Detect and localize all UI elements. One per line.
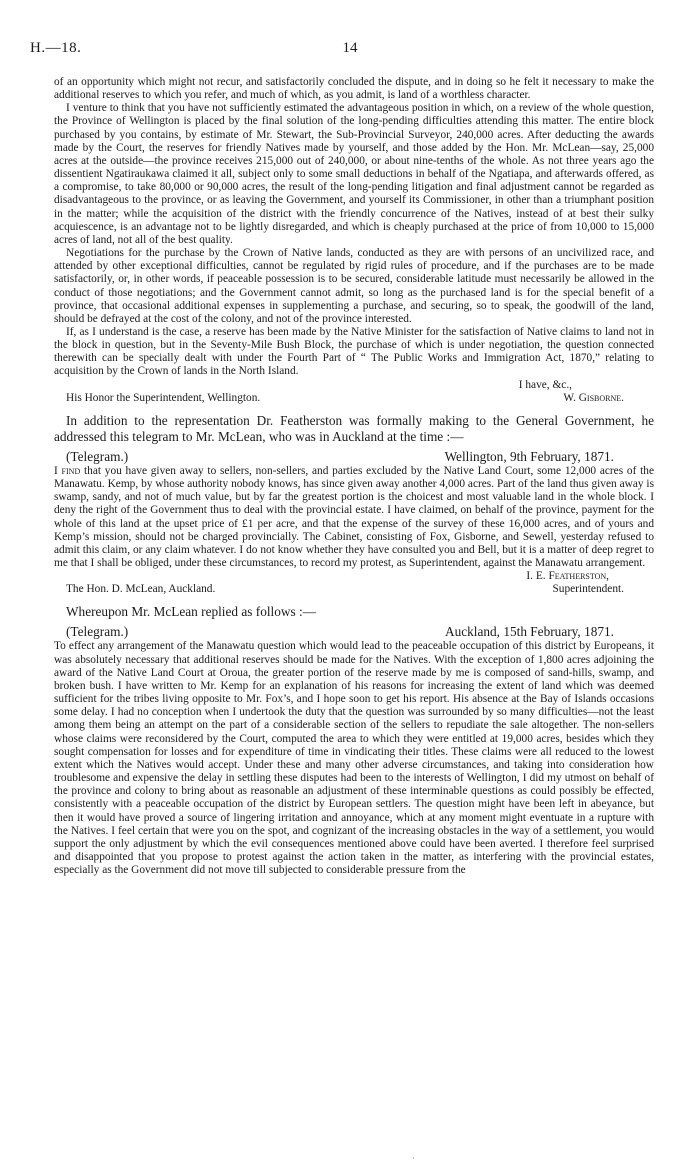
letter-closing: I have, &c., bbox=[518, 378, 572, 391]
telegram-1-addressee: The Hon. D. McLean, Auckland. bbox=[66, 583, 216, 596]
page-number: 14 bbox=[342, 40, 358, 56]
telegram-1-title: Superintendent. bbox=[552, 583, 624, 596]
letter-paragraph-1: of an opportunity which might not recur, and satisfactorily concluded the dispute, and in doing so he felt it necessary to make the additional reserves to which you refer, and much of which, as you admit, is land of a worthless character. bbox=[54, 76, 654, 102]
telegram-2-label: (Telegram.) bbox=[66, 624, 129, 640]
letter-paragraph-2: I venture to think that you have not sufficiently estimated the advantageous position in which, on a review of the whole question, the Province of Wellington is placed by the final solution of the long-pending difficulties attending this matter. The entire block purchased by you contains, by estimate of Mr. Stewart, the Sub-Provincial Surveyor, 240,000 acres. After deducting the awards made by the Court, the reserves for friendly Natives made by yourself, and those added by the Hon. Mr. McLean—say, 25,000 acres at the outside—the province receives 215,000 out of 240,000, or about nine-tenths of the whole. As not three years ago the dissentient Ngatiraukawa claimed it all, subject only to some small deductions in behalf of the Ngatiapa, and afterwards offered, as a compromise, to take 80,000 or 90,000 acres, the result of the long-pending litigation and final adjustment cannot be regarded as disadvantageous to the province, or as leaving the Government, and yourself its Commissioner, in other than a triumphant position in the matter; while the acquisition of the district with the friendly concurrence of the Natives, instead of at best their sulky acquiescence, is an advantage not to be lightly disregarded, and which is cheaply purchased at the price of from 10,000 to 15,000 acres of land, not all of the best quality. bbox=[54, 102, 654, 246]
telegram-1-addressee-row bbox=[54, 583, 654, 596]
intro-paragraph-2: Whereupon Mr. McLean replied as follows :— bbox=[66, 604, 316, 620]
telegram-2-dateline: Auckland, 15th February, 1871. bbox=[444, 624, 614, 640]
telegram-1-label: (Telegram.) bbox=[66, 448, 129, 464]
intro-paragraph-1: In addition to the representation Dr. Featherston was formally making to the General Government, he addressed this telegram to Mr. McLean, who was in Auckland at the time :— bbox=[54, 412, 654, 444]
telegram-1-heading bbox=[54, 449, 654, 465]
letter-signature: W. Gisborne. bbox=[563, 391, 624, 404]
page-body bbox=[54, 76, 654, 877]
telegram-1-body: that you have given away to sellers, non-sellers, and parties excluded by the Native Land Court, some 12,000 acres of the Manawatu. Kemp, by whose authority nobody knows, has since given away another 4,000 acres. Part of the land thus given away is swamp, sandy, and not of much value, but by far the greatest portion is the choicest and most valuable land in the whole block. I deny the right of the Government thus to deal with the provincial estate. I have claimed, on behalf of the province, payment for the whole of this land at the upset price of £1 per acre, and that the expense of the survey of these 16,000 acres, and of yours and Kemp’s mission, should not be charged provincially. The Cabinet, consisting of Fox, Gisborne, and Sewell, yesterday refused to admit this claim, or any claim whatever. I do not know whether they have consulted you and Bell, but it is a matter of deep regret to me that I shall be obliged, under these circumstances, to record my protest, as Superintendent, against the Manawatu arrangement. bbox=[54, 464, 654, 569]
telegram-2-body: To effect any arrangement of the Manawatu question which would lead to the peaceable occupation of this district by Europeans, it was absolutely necessary that additional reserves should be made for the Natives. With the exception of 1,800 acres adjoining the award of the Native Land Court at Oroua, the greater portion of the reserve made by me is composed of sand-hills, swamp, and broken bush. I have written to Mr. Kemp for an explanation of his reasons for increasing the extent of land which was deemed sufficient for the tribes living opposite to Mr. Fox’s, and I hope soon to get his report. His absence at the Bay of Islands occasions some delay. I had no conception when I undertook the duty that the question was surrounded by so many difficulties—not the least among them being an attempt on the part of a considerable section of the sellers to repudiate the sale altogether. The non-sellers whose claims were reconsidered by the Court, computed the area to which they were entitled at 19,000 acres, besides which they sought compensation for losses and for expenditure of time in vindicating their titles. These claims were all reduced to the lowest extent which the Natives would accept. Under these and many other adverse circumstances, and taking into consideration how troublesome and expensive the delay in settling these disputes had been to the interests of Wellington, I did my utmost on behalf of the province and colony to bring about as reasonable an adjustment of these interminable questions as could possibly be effected, consistently with a peaceable occupation of the district by European settlers. The question might have been left in abeyance, but then it would have proved a source of lingering irritation and annoyance, which at any moment might eventuate in a rupture with the Natives. I feel certain that were you on the spot, and cognizant of the increasing obstacles in the way of a settlement, you would support the only adjustment by which the evil consequences mentioned above could have been averted. I therefore feel surprised and disappointed that you propose to protest against the action taken in the matter, as interfering with the provincial estates, especially as the Government did not move till subjected to considerable pressure from the bbox=[54, 640, 654, 877]
letter-addressee: His Honor the Superintendent, Wellington. bbox=[66, 391, 261, 404]
telegram-1-first-word: I find bbox=[54, 464, 81, 477]
telegram-1-signature: I. E. Featherston, bbox=[526, 570, 609, 583]
telegram-1-dateline: Wellington, 9th February, 1871. bbox=[444, 448, 614, 464]
telegram-1-body-paragraph bbox=[54, 465, 654, 570]
page-speck: · bbox=[412, 1154, 415, 1163]
letter-paragraph-4: If, as I understand is the case, a reserve has been made by the Native Minister for the satisfaction of Native claims to land not in the block in question, but in the Seventy-Mile Bush Block, the purchase of which is under negotiation, the question connected therewith can be specially dealt with under the Fourth Part of “ The Public Works and Immigration Act, 1870,” relating to acquisition by the Crown of lands in the North Island. bbox=[54, 325, 654, 378]
letter-paragraph-3: Negotiations for the purchase by the Crown of Native lands, conducted as they are with persons of an uncivilized race, and attended by other exceptional difficulties, cannot be regulated by rigid rules of procedure, and if the purchases are to be made satisfactorily, or, in other words, if peaceable possession is to be secured, considerable latitude must necessarily be allowed in the conduct of those negotiations; and the Government cannot admit, so long as the purchased land is for the special benefit of a province, that occasional additional expenses in supplementing a purchase, and securing, so to speak, the goodwill of the land, should be defrayed at the cost of the colony, and not of the province interested. bbox=[54, 247, 654, 325]
page-header bbox=[30, 40, 670, 62]
telegram-2-heading bbox=[54, 624, 654, 640]
letter-addressee-row bbox=[54, 392, 654, 405]
document-reference: H.—18. bbox=[30, 40, 82, 56]
